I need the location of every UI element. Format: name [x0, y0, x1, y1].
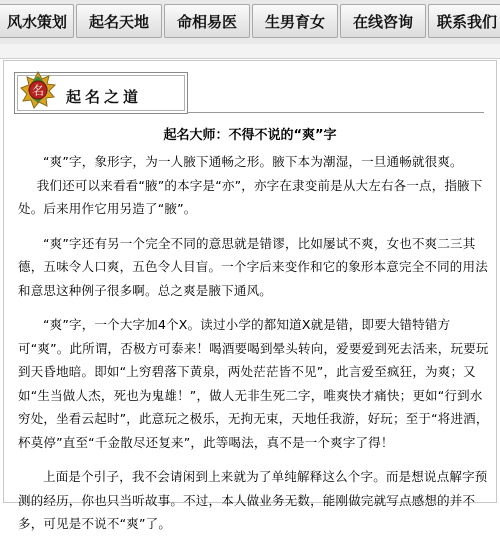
nav-sub-bar: [0, 44, 500, 59]
nav-item-fortune-medicine[interactable]: 命相易医: [164, 4, 250, 38]
nav-item-birth[interactable]: 生男育女: [252, 4, 338, 38]
nav-item-contact[interactable]: 联系我们: [428, 4, 500, 38]
section-title: 起名之道: [66, 88, 143, 106]
article-paragraph: “爽”字，一个大字加4个X。读过小学的都知道X就是错，即要大错特错方可“爽”。此所谓，否极方可泰来！喝酒要喝到晕头转向，爱要爱到死去活来，玩要玩到天昏地暗。即如“上穷碧落下黄泉，两处茫茫皆不见”，此言爱至疯狂，为爽；又如“生当做人杰，死也为鬼雄！”，做人无非生死二字，唯爽快才痛快；更如“行到水穷处，坐看云起时”，此意玩之极乐，无拘无束，天地任我游，好玩；至于“将进酒，杯莫停”直至“千金散尽还复来”，此等喝法，真不是一个爽字了得！: [18, 317, 489, 450]
name-seal-icon: [18, 70, 58, 110]
article-body: [18, 150, 490, 536]
nav-item-fengshui[interactable]: 风水策划: [0, 4, 74, 38]
svg-text:名: 名: [31, 83, 45, 98]
top-navigation-bar: [0, 0, 500, 45]
nav-item-naming[interactable]: 起名天地: [76, 4, 162, 38]
article-paragraph: 上面是个引子，我不会请闲到上来就为了单纯解释这么个字。而是想说点解字预测的经历，你也只当听故事。不过，本人做业务无数，能刚做完就写点感想的并不多，可见是不说不“爽”了。: [18, 469, 488, 531]
nav-item-online-consult[interactable]: 在线咨询: [340, 4, 426, 38]
article-paragraph: “爽”字还有另一个完全不同的意思就是错谬，比如屡试不爽，女也不爽二三其德，五味令人口爽，五色令人目盲。一个字后来变作和它的象形本意完全不同的用法和意思这种例子很多啊。总之爽是腋下通风。: [18, 235, 488, 298]
article-paragraph: “爽”字，象形字，为一人腋下通畅之形。腋下本为潮湿，一旦通畅就很爽。: [43, 154, 463, 169]
article-paragraph: 我们还可以来看看“腋”的本字是“亦”，亦字在隶变前是从大左右各一点，指腋下处。后来用作它用另造了“腋”。: [18, 177, 483, 216]
article-title: 起名大师：不得不说的“爽”字: [163, 128, 337, 143]
section-heading-rule: [188, 112, 484, 113]
